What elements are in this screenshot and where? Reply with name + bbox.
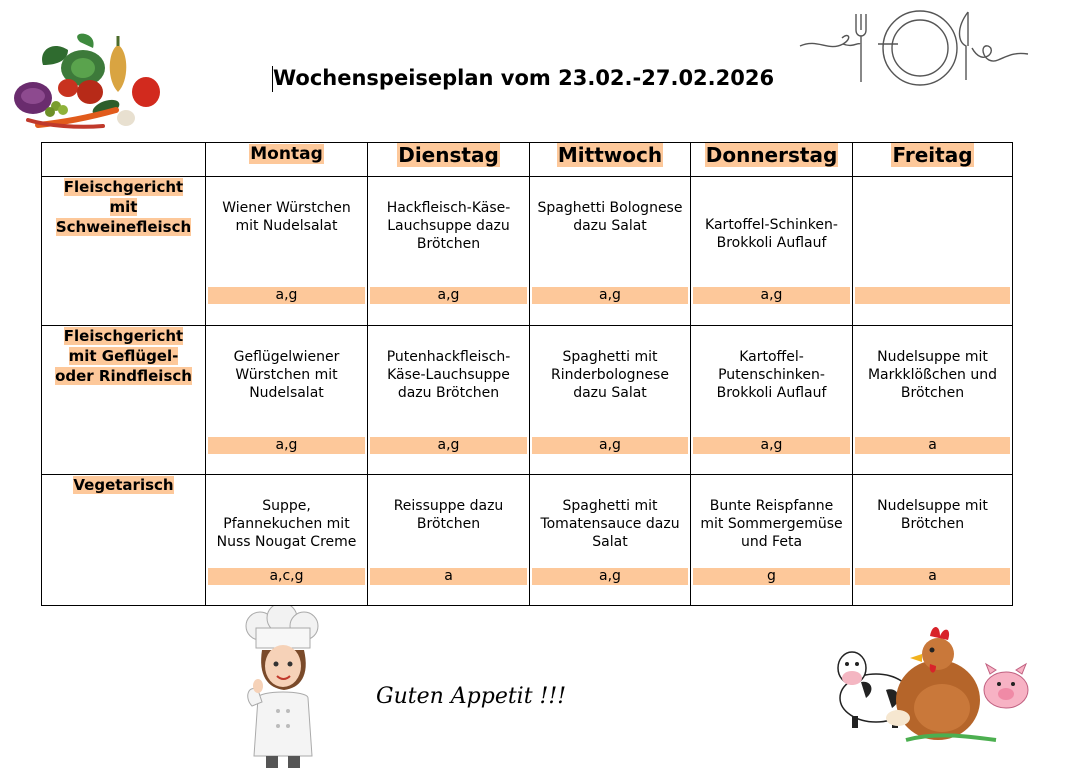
allergen-label: a,c,g: [208, 568, 365, 585]
category-poultry-beef: Fleischgericht mit Geflügel- oder Rindfleisch: [42, 326, 206, 475]
allergen-label: a,g: [208, 437, 365, 454]
dish-name: Nudelsuppe mit Markklößchen und Brötchen: [867, 349, 998, 401]
dish-name: Hackfleisch-Käse-Lauchsuppe dazu Brötchen: [386, 200, 511, 252]
menu-table: [41, 142, 1013, 606]
footer-greeting: Guten Appetit !!!: [376, 684, 567, 709]
day-header-dienstag: Dienstag: [368, 143, 530, 177]
table-row: [42, 475, 1013, 606]
dish-name: [853, 177, 1012, 199]
dish-name: Bunte Reispfanne mit Sommergemüse und Feta: [700, 498, 843, 550]
dish-name: Reissuppe dazu Brötchen: [393, 498, 504, 532]
corner-cell: [42, 143, 206, 177]
allergen-label: a,g: [532, 437, 688, 454]
allergen-label: a,g: [532, 568, 688, 585]
dish-cell: [368, 475, 530, 606]
dish-name: Suppe, Pfannekuchen mit Nuss Nougat Creme: [216, 498, 357, 550]
category-vegetarian: Vegetarisch: [42, 475, 206, 606]
dish-cell: [853, 177, 1013, 326]
cutlery-plate-icon: [798, 8, 1033, 88]
dish-name: Spaghetti mit Tomatensauce dazu Salat: [540, 498, 680, 550]
allergen-label: a,g: [693, 287, 850, 304]
page-title: Wochenspeiseplan vom 23.02.-27.02.2026: [273, 66, 775, 90]
farm-animals-illustration: [826, 620, 1036, 750]
dish-cell: [206, 177, 368, 326]
chef-illustration: [238, 606, 330, 769]
dish-cell: [853, 326, 1013, 475]
allergen-label: a,g: [370, 287, 527, 304]
allergen-label: g: [693, 568, 850, 585]
dish-name: Kartoffel-Schinken-Brokkoli Auflauf: [705, 217, 838, 251]
dish-cell: [691, 475, 853, 606]
allergen-label: a: [855, 437, 1010, 454]
dish-name: Geflügelwiener Würstchen mit Nudelsalat: [233, 349, 340, 401]
dish-cell: [691, 326, 853, 475]
dish-cell: [530, 177, 691, 326]
day-header-donnerstag: Donnerstag: [691, 143, 853, 177]
day-header-mittwoch: Mittwoch: [530, 143, 691, 177]
dish-name: Spaghetti mit Rinderbolognese dazu Salat: [551, 349, 669, 401]
dish-cell: [530, 475, 691, 606]
allergen-label: a,g: [532, 287, 688, 304]
allergen-label: a,g: [370, 437, 527, 454]
dish-cell: [206, 326, 368, 475]
dish-cell: [691, 177, 853, 326]
dish-name: Nudelsuppe mit Brötchen: [877, 498, 988, 532]
dish-name: Spaghetti Bolognese dazu Salat: [537, 200, 683, 234]
table-row: [42, 326, 1013, 475]
allergen-label: a,g: [693, 437, 850, 454]
dish-cell: [206, 475, 368, 606]
dish-cell: [368, 177, 530, 326]
dish-name: Putenhackfleisch-Käse-Lauchsuppe dazu Brötchen: [386, 349, 511, 401]
vegetables-illustration: [8, 30, 163, 140]
allergen-label: [855, 287, 1010, 304]
day-header-freitag: Freitag: [853, 143, 1013, 177]
table-row: [42, 177, 1013, 326]
dish-name: Kartoffel-Putenschinken-Brokkoli Auflauf: [716, 349, 827, 401]
allergen-label: a: [855, 568, 1010, 585]
dish-cell: [530, 326, 691, 475]
allergen-label: a: [370, 568, 527, 585]
dish-cell: [853, 475, 1013, 606]
header-row: [42, 143, 1013, 177]
dish-name: Wiener Würstchen mit Nudelsalat: [222, 200, 351, 234]
dish-cell: [368, 326, 530, 475]
allergen-label: a,g: [208, 287, 365, 304]
category-pork: Fleischgericht mit Schweinefleisch: [42, 177, 206, 326]
day-header-montag: Montag: [206, 143, 368, 177]
